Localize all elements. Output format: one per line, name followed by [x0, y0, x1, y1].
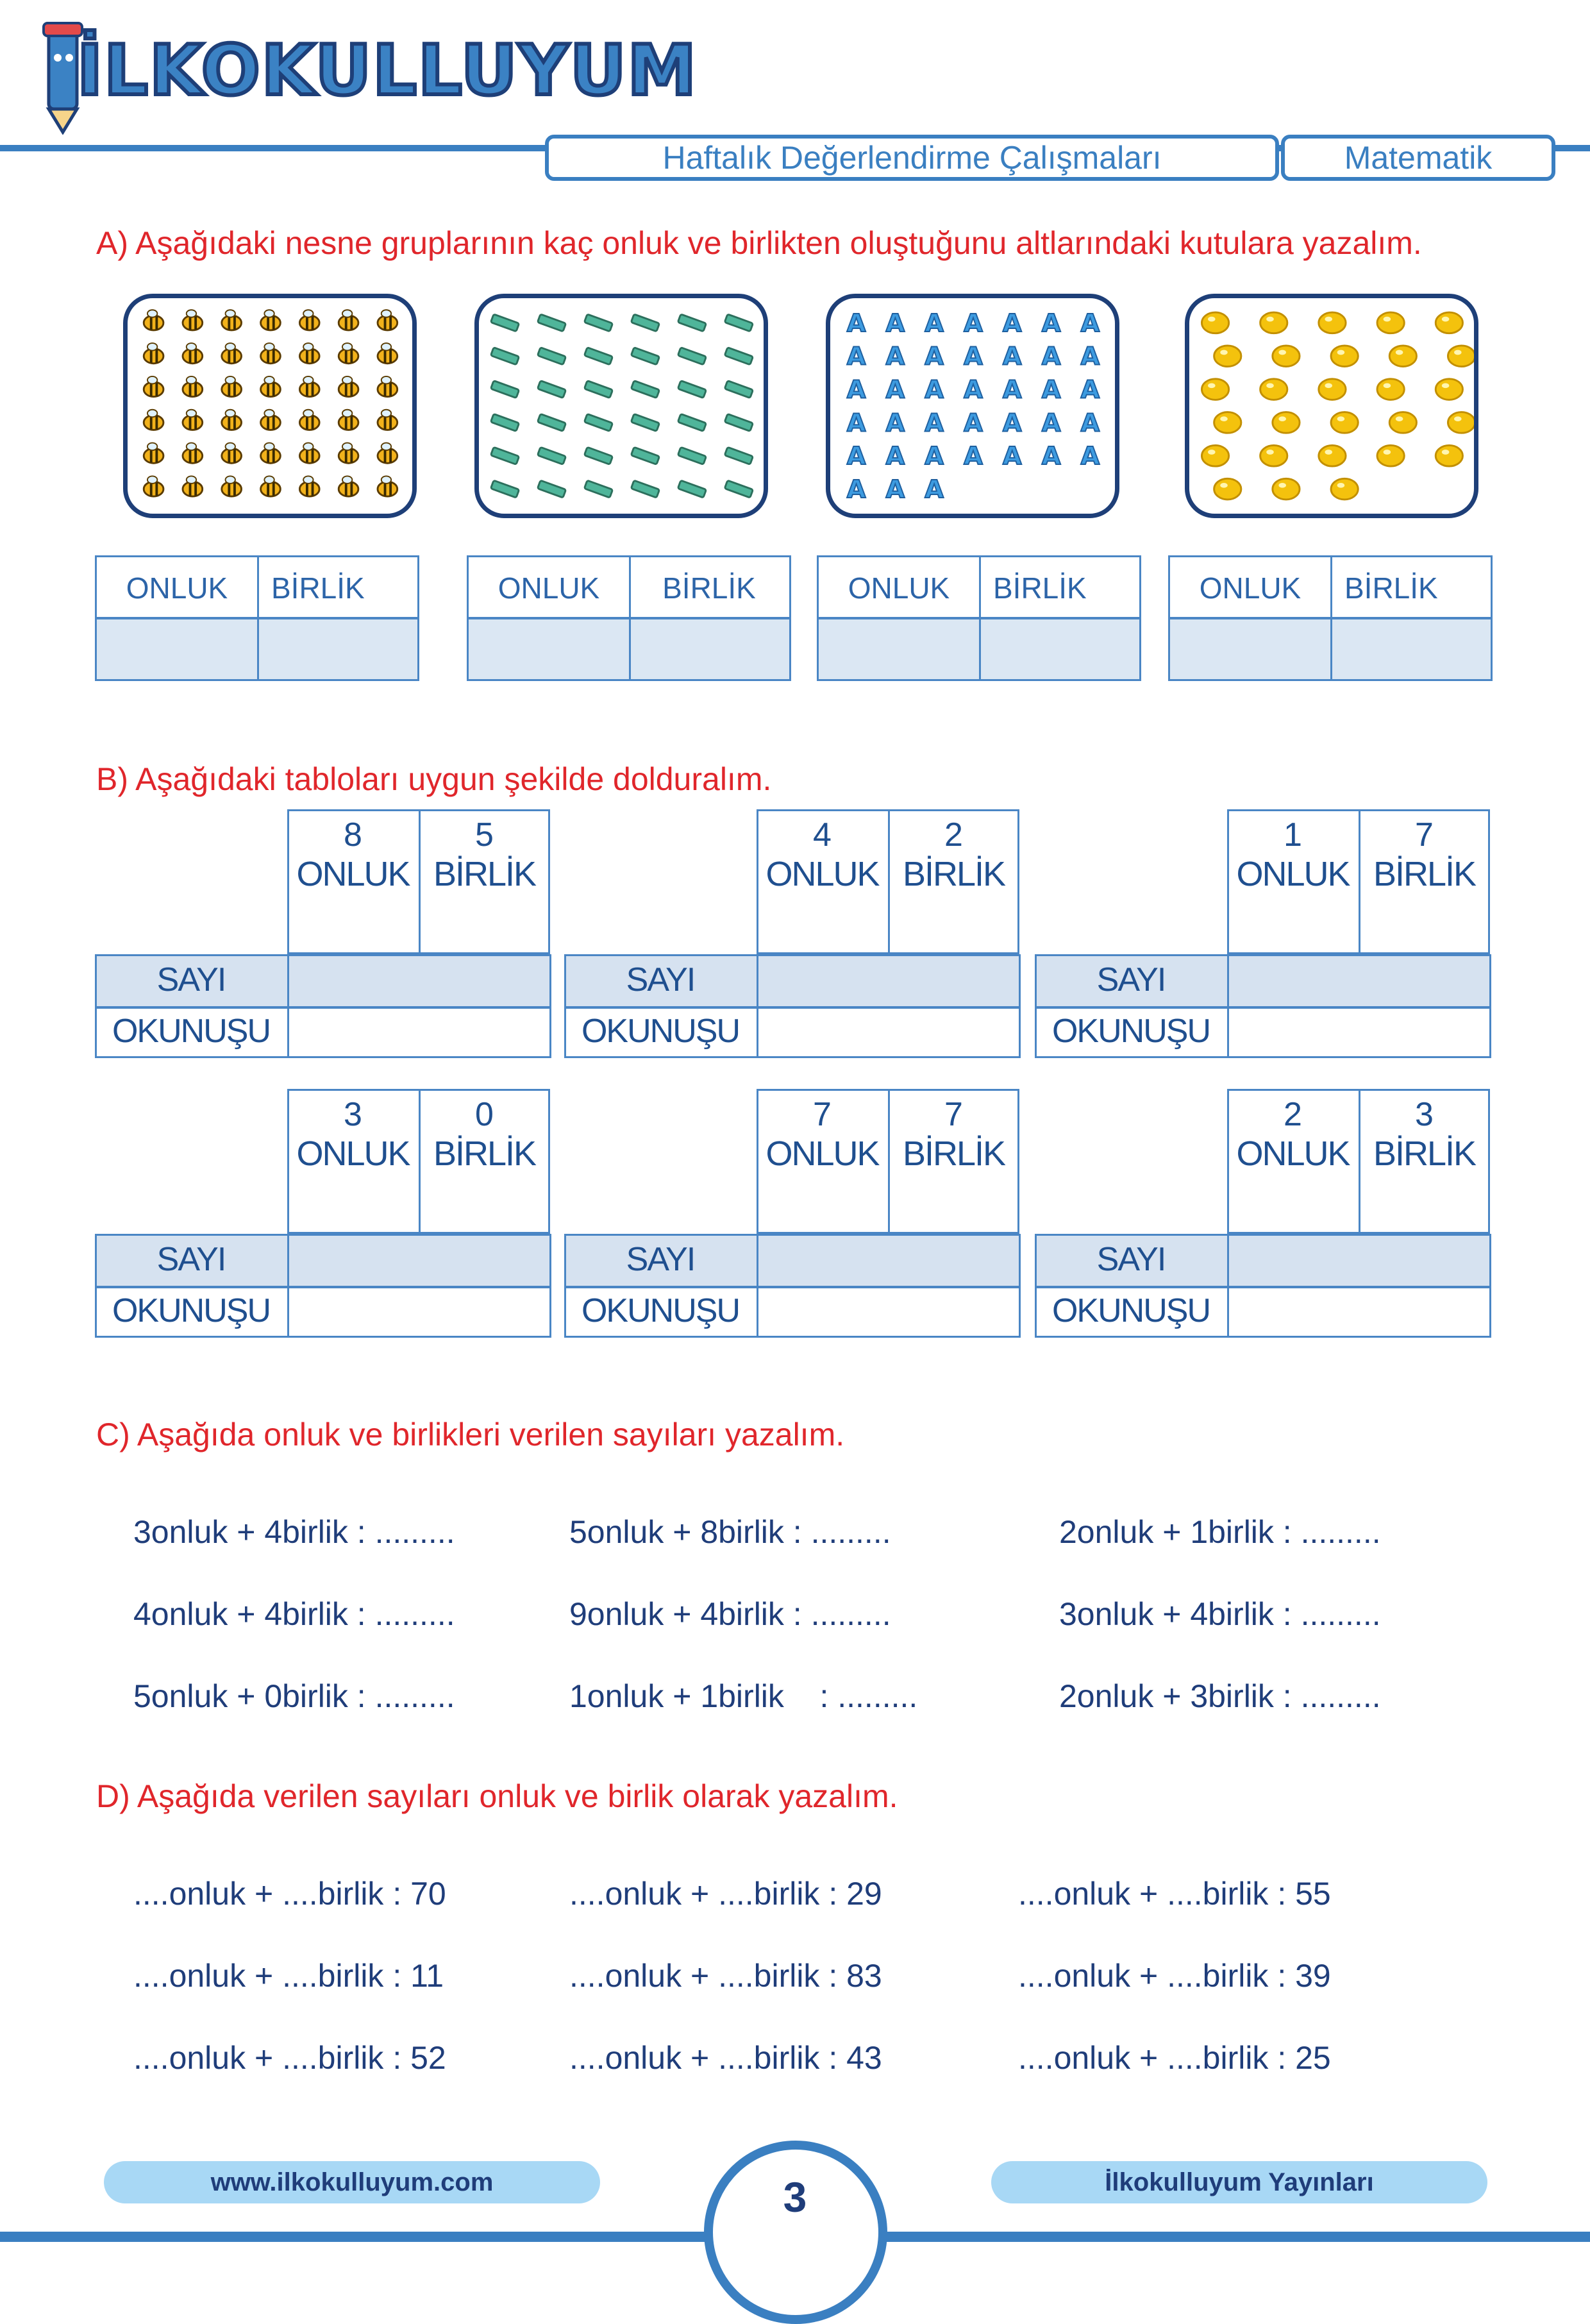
site-logo[interactable]: İLKOKULLUYUM: [77, 31, 698, 111]
bee-icon: [183, 443, 203, 464]
letter-a-icon: [1042, 408, 1061, 437]
svg-text:A: A: [925, 308, 944, 338]
birlik-header: BİRLİK: [662, 571, 756, 605]
eraser-icon: [490, 314, 519, 332]
eraser-icon: [490, 381, 519, 398]
svg-text:A: A: [1002, 408, 1022, 438]
letter-a-icon: [925, 376, 944, 405]
letter-a-icon: [886, 442, 905, 471]
svg-text:A: A: [964, 375, 983, 405]
bee-icon: [299, 343, 319, 364]
okunusu-label: OKUNUŞU: [581, 1292, 740, 1329]
lemon-icon: [1377, 445, 1404, 466]
svg-text:A: A: [1080, 342, 1100, 371]
bee-icon: [378, 476, 398, 496]
eraser-icon: [631, 447, 659, 464]
lemon-icon: [1435, 312, 1462, 333]
eraser-icon: [724, 381, 753, 398]
tens-value: 1: [1284, 816, 1302, 854]
okunusu-label: OKUNUŞU: [581, 1013, 740, 1050]
section-d-title: D) Aşağıda verilen sayıları onluk ve birlik olarak yazalım.: [96, 1778, 898, 1814]
sayi-label: SAYI: [626, 1241, 695, 1278]
subject-label: Matematik: [1281, 135, 1555, 181]
page-number-badge: [704, 2141, 887, 2324]
sayi-answer-field[interactable]: [1229, 956, 1489, 1006]
svg-text:A: A: [964, 408, 983, 438]
svg-text:A: A: [1080, 375, 1100, 405]
eraser-icon: [678, 414, 706, 431]
exercise-item: ....onluk + ....birlik : 55: [1018, 1876, 1331, 1912]
eraser-icon: [678, 447, 706, 464]
eraser-icon: [724, 314, 753, 332]
eraser-icon: [678, 480, 706, 498]
exercise-item: ....onluk + ....birlik : 52: [133, 2040, 446, 2076]
svg-text:A: A: [964, 442, 983, 471]
bee-icon: [222, 310, 242, 330]
page-number: 3: [783, 2173, 807, 2221]
onluk-label: ONLUK: [296, 1134, 410, 1173]
svg-text:A: A: [846, 408, 866, 438]
bee-icon: [144, 410, 163, 430]
exercise-item: 2onluk + 1birlik : .........: [1059, 1514, 1381, 1550]
lemon-icon: [1319, 312, 1346, 333]
bee-icon: [378, 310, 398, 330]
eraser-icon: [537, 447, 565, 464]
letter-a-icon: [1081, 442, 1100, 471]
letter-a-icon: [964, 442, 983, 471]
letter-a-icon: [1003, 309, 1022, 338]
bee-icon: [339, 410, 358, 430]
place-value-table: [95, 1089, 551, 1358]
exercise-item: ....onluk + ....birlik : 29: [569, 1876, 882, 1912]
bee-icon: [183, 310, 203, 330]
svg-text:A: A: [1080, 442, 1100, 471]
ones-value: 0: [475, 1096, 494, 1133]
lemon-icon: [1448, 412, 1474, 434]
onluk-header: ONLUK: [498, 571, 600, 605]
lemon-icon: [1448, 346, 1474, 367]
exercise-item: 4onluk + 4birlik : .........: [133, 1596, 455, 1632]
svg-text:A: A: [1041, 308, 1061, 338]
letter-a-icon: [1003, 442, 1022, 471]
lemon-icon: [1260, 445, 1287, 466]
eraser-icon: [631, 314, 659, 332]
eraser-icon: [490, 414, 519, 431]
eraser-icon: [490, 348, 519, 365]
ones-value: 3: [1415, 1096, 1434, 1133]
svg-text:A: A: [846, 308, 866, 338]
eraser-icon: [490, 480, 519, 498]
bee-icon: [144, 310, 163, 330]
okunusu-answer-field[interactable]: [1229, 1009, 1489, 1056]
svg-text:A: A: [846, 342, 866, 371]
ones-value: 5: [475, 816, 494, 854]
svg-text:A: A: [925, 442, 944, 471]
bee-icon: [261, 310, 281, 330]
eraser-icon: [584, 348, 612, 365]
worksheet-title: Haftalık Değerlendirme Çalışmaları: [545, 135, 1279, 181]
letter-a-icon: [1042, 442, 1061, 471]
bee-icon: [222, 476, 242, 496]
letter-a-icon: [925, 475, 944, 504]
place-value-table: [1035, 809, 1491, 1079]
svg-text:A: A: [1041, 442, 1061, 471]
letter-a-icon: [847, 442, 866, 471]
exercise-item: ....onluk + ....birlik : 39: [1018, 1958, 1331, 1994]
eraser-icon: [584, 414, 612, 431]
ones-value: 7: [1415, 816, 1434, 854]
letter-a-icon: [964, 342, 983, 371]
eraser-icon: [537, 381, 565, 398]
birlik-header: BİRLİK: [1344, 571, 1438, 605]
okunusu-label: OKUNUŞU: [1051, 1013, 1210, 1050]
eraser-icon: [537, 314, 565, 332]
letter-a-icon: [1081, 342, 1100, 371]
lemon-icon: [1214, 478, 1241, 500]
eraser-icon: [724, 447, 753, 464]
eraser-icon: [584, 381, 612, 398]
bee-icon: [144, 343, 163, 364]
bee-icon: [222, 443, 242, 464]
birlik-label: BİRLİK: [433, 1134, 536, 1173]
bee-icon: [378, 443, 398, 464]
bee-icon: [339, 476, 358, 496]
answer-table-2: [467, 555, 791, 681]
eraser-icon: [678, 381, 706, 398]
bee-icon: [378, 376, 398, 397]
eraser-icon: [678, 348, 706, 365]
bee-icon: [299, 376, 319, 397]
tens-value: 2: [1284, 1096, 1302, 1133]
svg-text:A: A: [885, 308, 905, 338]
eraser-icon: [678, 314, 706, 332]
letter-a-icon: [847, 309, 866, 338]
bee-icon: [339, 443, 358, 464]
bee-icon: [183, 476, 203, 496]
exercise-item: 2onluk + 3birlik : .........: [1059, 1678, 1381, 1714]
eraser-icon: [724, 348, 753, 365]
birlik-header: BİRLİK: [993, 571, 1087, 605]
bee-icon: [261, 343, 281, 364]
lemon-icon: [1331, 478, 1358, 500]
svg-text:A: A: [1080, 408, 1100, 438]
bee-icon: [222, 376, 242, 397]
lemon-icon: [1319, 379, 1346, 400]
letter-a-icon: [1081, 376, 1100, 405]
svg-text:A: A: [885, 375, 905, 405]
sayi-answer-field[interactable]: [289, 956, 549, 1006]
exercise-item: 3onluk + 4birlik : .........: [1059, 1596, 1381, 1632]
lemon-icon: [1389, 346, 1416, 367]
svg-text:A: A: [1041, 408, 1061, 438]
letter-a-icon: [1042, 309, 1061, 338]
letter-a-icon: [1081, 309, 1100, 338]
letter-a-icon: [886, 342, 905, 371]
svg-text:A: A: [1002, 308, 1022, 338]
bee-icon: [183, 343, 203, 364]
eraser-icon: [724, 480, 753, 498]
exercise-item: ....onluk + ....birlik : 70: [133, 1876, 446, 1912]
okunusu-answer-field[interactable]: [289, 1288, 549, 1336]
answer-table-1: [95, 555, 419, 681]
svg-text:A: A: [925, 408, 944, 438]
exercise-item: 5onluk + 8birlik : .........: [569, 1514, 891, 1550]
tens-value: 8: [344, 816, 362, 854]
lemon-icon: [1201, 312, 1228, 333]
bee-group-picture: [123, 294, 417, 518]
eraser-icon: [631, 348, 659, 365]
letter-a-icon: [1003, 342, 1022, 371]
lemon-icon: [1201, 379, 1228, 400]
svg-text:A: A: [925, 342, 944, 371]
onluk-label: ONLUK: [1236, 1134, 1350, 1173]
eraser-icon: [631, 480, 659, 498]
lemon-icon: [1435, 445, 1462, 466]
bee-icon: [378, 410, 398, 430]
section-b-title: B) Aşağıdaki tabloları uygun şekilde dolduralım.: [96, 761, 772, 797]
sayi-answer-field[interactable]: [758, 956, 1019, 1006]
okunusu-answer-field[interactable]: [758, 1288, 1019, 1336]
bee-icon: [339, 343, 358, 364]
lemon-icon: [1273, 478, 1300, 500]
lemon-icon: [1377, 312, 1404, 333]
letter-a-icon: [925, 309, 944, 338]
lemon-icon: [1214, 346, 1241, 367]
sayi-answer-field[interactable]: [289, 1236, 549, 1286]
exercise-item: 5onluk + 0birlik : .........: [133, 1678, 455, 1714]
exercise-item: ....onluk + ....birlik : 11: [133, 1958, 444, 1994]
birlik-label: BİRLİK: [902, 855, 1005, 893]
birlik-label: BİRLİK: [902, 1134, 1005, 1173]
eraser-icon: [584, 314, 612, 332]
letter-a-icon: [886, 309, 905, 338]
onluk-label: ONLUK: [766, 855, 879, 893]
onluk-label: ONLUK: [296, 855, 410, 893]
exercise-item: 9onluk + 4birlik : .........: [569, 1596, 891, 1632]
svg-text:A: A: [885, 342, 905, 371]
svg-text:A: A: [1080, 308, 1100, 338]
letter-a-icon: [847, 408, 866, 437]
lemon-icon: [1377, 379, 1404, 400]
letter-a-icon: [886, 408, 905, 437]
section-a-title: A) Aşağıdaki nesne gruplarının kaç onluk ve birlikten oluştuğunu altlarındaki kutulara yazalım.: [96, 225, 1422, 261]
eraser-icon: [490, 447, 519, 464]
lemon-icon: [1214, 412, 1241, 434]
okunusu-answer-field[interactable]: [289, 1009, 549, 1056]
ones-value: 7: [944, 1096, 963, 1133]
bee-icon: [378, 343, 398, 364]
letter-a-icon: [1003, 376, 1022, 405]
bee-icon: [299, 476, 319, 496]
sayi-label: SAYI: [626, 961, 695, 998]
svg-text:A: A: [885, 408, 905, 438]
bee-icon: [261, 410, 281, 430]
letter-a-icon: [847, 342, 866, 371]
tens-value: 3: [344, 1096, 362, 1133]
website-link[interactable]: www.ilkokulluyum.com: [104, 2161, 600, 2203]
letter-a-group-picture: [826, 294, 1119, 518]
eraser-icon: [724, 414, 753, 431]
eraser-group-picture: [474, 294, 768, 518]
bee-icon: [261, 376, 281, 397]
onluk-label: ONLUK: [766, 1134, 879, 1173]
bee-icon: [261, 476, 281, 496]
section-c-title: C) Aşağıda onluk ve birlikleri verilen sayıları yazalım.: [96, 1417, 845, 1453]
lemon-icon: [1273, 412, 1300, 434]
letter-a-icon: [886, 376, 905, 405]
svg-text:A: A: [1002, 342, 1022, 371]
letter-a-icon: [1042, 376, 1061, 405]
letter-a-icon: [847, 475, 866, 504]
letter-a-icon: [964, 309, 983, 338]
eraser-icon: [631, 381, 659, 398]
svg-text:A: A: [925, 475, 944, 505]
exercise-item: 1onluk + 1birlik : .........: [569, 1678, 918, 1714]
bee-icon: [299, 443, 319, 464]
bee-icon: [183, 376, 203, 397]
sayi-answer-field[interactable]: [1229, 1236, 1489, 1286]
bee-icon: [144, 443, 163, 464]
okunusu-answer-field[interactable]: [1229, 1288, 1489, 1336]
eraser-icon: [537, 480, 565, 498]
eraser-icon: [584, 447, 612, 464]
lemon-icon: [1435, 379, 1462, 400]
sayi-answer-field[interactable]: [758, 1236, 1019, 1286]
okunusu-label: OKUNUŞU: [1051, 1292, 1210, 1329]
exercise-item: ....onluk + ....birlik : 25: [1018, 2040, 1331, 2076]
bee-icon: [222, 410, 242, 430]
bee-icon: [222, 343, 242, 364]
birlik-header: BİRLİK: [271, 571, 365, 605]
letter-a-icon: [1081, 408, 1100, 437]
birlik-label: BİRLİK: [433, 855, 536, 893]
tens-value: 7: [813, 1096, 832, 1133]
answer-table-4: [1168, 555, 1493, 681]
bee-icon: [299, 310, 319, 330]
lemon-icon: [1260, 312, 1287, 333]
lemon-icon: [1331, 412, 1358, 434]
lemon-icon: [1319, 445, 1346, 466]
eraser-icon: [537, 348, 565, 365]
letter-a-icon: [886, 475, 905, 504]
letter-a-icon: [847, 376, 866, 405]
lemon-icon: [1389, 412, 1416, 434]
place-value-table: [564, 1089, 1021, 1358]
exercise-item: ....onluk + ....birlik : 43: [569, 2040, 882, 2076]
svg-text:A: A: [1002, 442, 1022, 471]
eraser-icon: [537, 414, 565, 431]
okunusu-label: OKUNUŞU: [112, 1013, 271, 1050]
sayi-label: SAYI: [156, 961, 226, 998]
place-value-table: [1035, 1089, 1491, 1358]
lemon-icon: [1331, 346, 1358, 367]
letter-a-icon: [964, 376, 983, 405]
svg-text:A: A: [1041, 375, 1061, 405]
sayi-label: SAYI: [1096, 1241, 1166, 1278]
exercise-item: 3onluk + 4birlik : .........: [133, 1514, 455, 1550]
birlik-label: BİRLİK: [1373, 855, 1476, 893]
bee-icon: [144, 476, 163, 496]
place-value-table: [564, 809, 1021, 1079]
answer-table-3: [817, 555, 1141, 681]
svg-text:A: A: [964, 342, 983, 371]
svg-text:A: A: [885, 442, 905, 471]
svg-text:A: A: [846, 475, 866, 505]
exercise-item: ....onluk + ....birlik : 83: [569, 1958, 882, 1994]
lemon-icon: [1201, 445, 1228, 466]
okunusu-label: OKUNUŞU: [112, 1292, 271, 1329]
birlik-label: BİRLİK: [1373, 1134, 1476, 1173]
lemon-group-picture: [1185, 294, 1478, 518]
bee-icon: [339, 310, 358, 330]
place-value-table: [95, 809, 551, 1079]
svg-text:A: A: [846, 375, 866, 405]
svg-text:A: A: [925, 375, 944, 405]
svg-text:A: A: [964, 308, 983, 338]
ones-value: 2: [944, 816, 963, 854]
svg-text:A: A: [1041, 342, 1061, 371]
lemon-icon: [1260, 379, 1287, 400]
letter-a-icon: [964, 408, 983, 437]
bee-icon: [339, 376, 358, 397]
eraser-icon: [584, 480, 612, 498]
sayi-label: SAYI: [156, 1241, 226, 1278]
letter-a-icon: [1003, 408, 1022, 437]
letter-a-icon: [925, 408, 944, 437]
okunusu-answer-field[interactable]: [758, 1009, 1019, 1056]
bee-icon: [299, 410, 319, 430]
eraser-icon: [631, 414, 659, 431]
letter-a-icon: [925, 442, 944, 471]
svg-text:A: A: [1002, 375, 1022, 405]
letter-a-icon: [925, 342, 944, 371]
bee-icon: [261, 443, 281, 464]
onluk-header: ONLUK: [1199, 571, 1301, 605]
sayi-label: SAYI: [1096, 961, 1166, 998]
tens-value: 4: [813, 816, 832, 854]
svg-text:A: A: [885, 475, 905, 505]
letter-a-icon: [1042, 342, 1061, 371]
bee-icon: [183, 410, 203, 430]
onluk-label: ONLUK: [1236, 855, 1350, 893]
lemon-icon: [1273, 346, 1300, 367]
bee-icon: [144, 376, 163, 397]
onluk-header: ONLUK: [848, 571, 950, 605]
publisher-label: İlkokulluyum Yayınları: [991, 2161, 1487, 2203]
svg-text:A: A: [846, 442, 866, 471]
onluk-header: ONLUK: [126, 571, 228, 605]
